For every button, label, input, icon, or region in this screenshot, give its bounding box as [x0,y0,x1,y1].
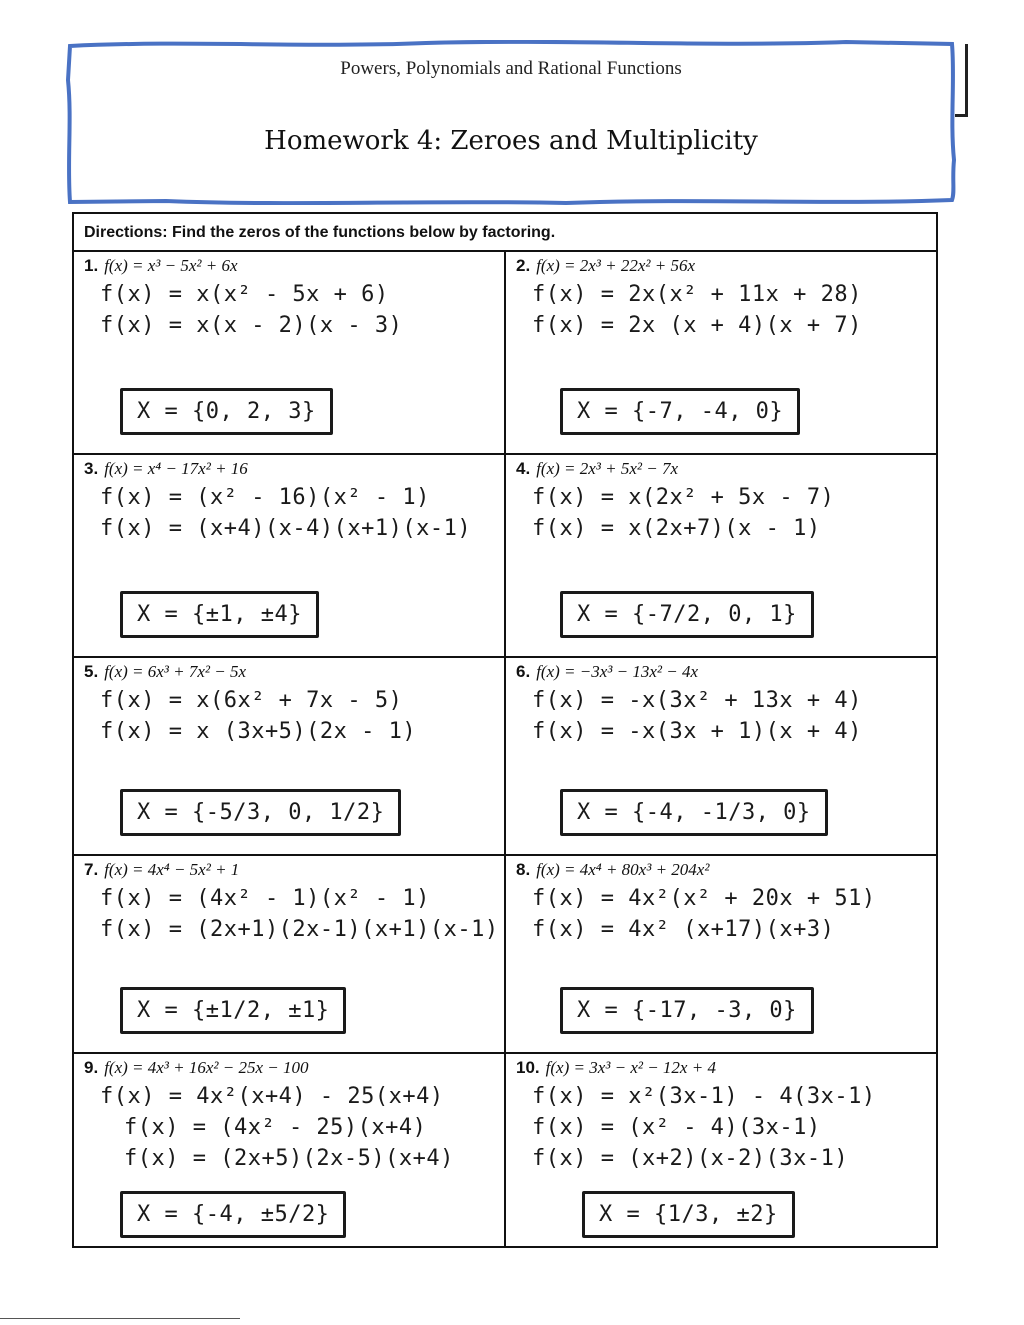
problem-cell-5 [74,658,506,856]
problem-prompt [516,459,928,479]
problem-prompt [84,860,494,880]
work-step: f(x) = (x+4)(x-4)(x+1)(x-1) [100,516,472,541]
directions: Directions: Find the zeros of the functions below by factoring. [74,214,936,252]
answer-box: X = {-17, -3, 0} [560,987,814,1034]
problem-prompt [516,860,928,880]
problem-function: f(x) = 4x⁴ + 80x³ + 204x² [536,860,710,879]
problem-number: 5. [84,662,99,681]
work-step: f(x) = x(x - 2)(x - 3) [100,313,403,338]
answer-box: X = {-4, ±5/2} [120,1191,346,1238]
answer-box: X = {-7/2, 0, 1} [560,591,814,638]
problem-prompt [84,662,494,682]
problem-cell-8 [506,856,938,1054]
problem-function: f(x) = 4x⁴ − 5x² + 1 [104,860,240,879]
footer-rule [0,1318,240,1319]
problem-function: f(x) = 2x³ + 5x² − 7x [536,459,679,478]
problem-grid [74,252,936,1246]
worksheet-table [72,212,938,1248]
work-step: f(x) = 4x²(x² + 20x + 51) [532,886,876,911]
work-step: f(x) = (2x+5)(2x-5)(x+4) [124,1146,454,1171]
work-step: f(x) = (4x² - 25)(x+4) [124,1115,427,1140]
problem-number: 6. [516,662,531,681]
problem-number: 7. [84,860,99,879]
problem-cell-3 [74,455,506,658]
header-shadow-border [955,44,968,117]
work-step: f(x) = (x² - 16)(x² - 1) [100,485,430,510]
problem-prompt [84,256,494,276]
problem-prompt [84,459,494,479]
work-step: f(x) = 2x (x + 4)(x + 7) [532,313,862,338]
work-step: f(x) = (4x² - 1)(x² - 1) [100,886,430,911]
problem-prompt [516,256,928,276]
problem-cell-9 [74,1054,506,1246]
work-step: f(x) = x(2x² + 5x - 7) [532,485,835,510]
problem-function: f(x) = 6x³ + 7x² − 5x [104,662,247,681]
problem-cell-6 [506,658,938,856]
problem-function: f(x) = x⁴ − 17x² + 16 [104,459,248,478]
problem-prompt [516,662,928,682]
answer-box: X = {-5/3, 0, 1/2} [120,789,401,836]
work-step: f(x) = -x(3x² + 13x + 4) [532,688,862,713]
work-step: f(x) = 4x²(x+4) - 25(x+4) [100,1084,444,1109]
answer-box: X = {±1, ±4} [120,591,319,638]
work-step: f(x) = x²(3x-1) - 4(3x-1) [532,1084,876,1109]
problem-cell-7 [74,856,506,1054]
problem-prompt [516,1058,928,1078]
problem-number: 4. [516,459,531,478]
work-step: f(x) = -x(3x + 1)(x + 4) [532,719,862,744]
subject-title: Powers, Polynomials and Rational Functions [340,58,682,79]
problem-function: f(x) = 3x³ − x² − 12x + 4 [545,1058,716,1077]
problem-cell-10 [506,1054,938,1246]
problem-number: 3. [84,459,99,478]
homework-title: Homework 4: Zeroes and Multiplicity [264,126,758,156]
answer-box: X = {1/3, ±2} [582,1191,795,1238]
answer-box: X = {0, 2, 3} [120,388,333,435]
problem-prompt [84,1058,494,1078]
problem-function: f(x) = x³ − 5x² + 6x [104,256,238,275]
problem-function: f(x) = 4x³ + 16x² − 25x − 100 [104,1058,309,1077]
work-step: f(x) = 2x(x² + 11x + 28) [532,282,862,307]
answer-box: X = {-7, -4, 0} [560,388,800,435]
work-step: f(x) = (x² - 4)(3x-1) [532,1115,821,1140]
problem-cell-4 [506,455,938,658]
problem-number: 2. [516,256,531,275]
problem-cell-2 [506,252,938,455]
problem-number: 9. [84,1058,99,1077]
work-step: f(x) = (x+2)(x-2)(3x-1) [532,1146,849,1171]
work-step: f(x) = 4x² (x+17)(x+3) [532,917,835,942]
work-step: f(x) = x(6x² + 7x - 5) [100,688,403,713]
work-step: f(x) = x(2x+7)(x - 1) [532,516,821,541]
work-step: f(x) = x (3x+5)(2x - 1) [100,719,417,744]
answer-box: X = {±1/2, ±1} [120,987,346,1034]
answer-box: X = {-4, -1/3, 0} [560,789,828,836]
header-box [66,40,956,205]
problem-number: 1. [84,256,99,275]
problem-number: 10. [516,1058,540,1077]
problem-function: f(x) = −3x³ − 13x² − 4x [536,662,698,681]
work-step: f(x) = x(x² - 5x + 6) [100,282,389,307]
work-step: f(x) = (2x+1)(2x-1)(x+1)(x-1) [100,917,499,942]
problem-cell-1 [74,252,506,455]
problem-function: f(x) = 2x³ + 22x² + 56x [536,256,696,275]
problem-number: 8. [516,860,531,879]
